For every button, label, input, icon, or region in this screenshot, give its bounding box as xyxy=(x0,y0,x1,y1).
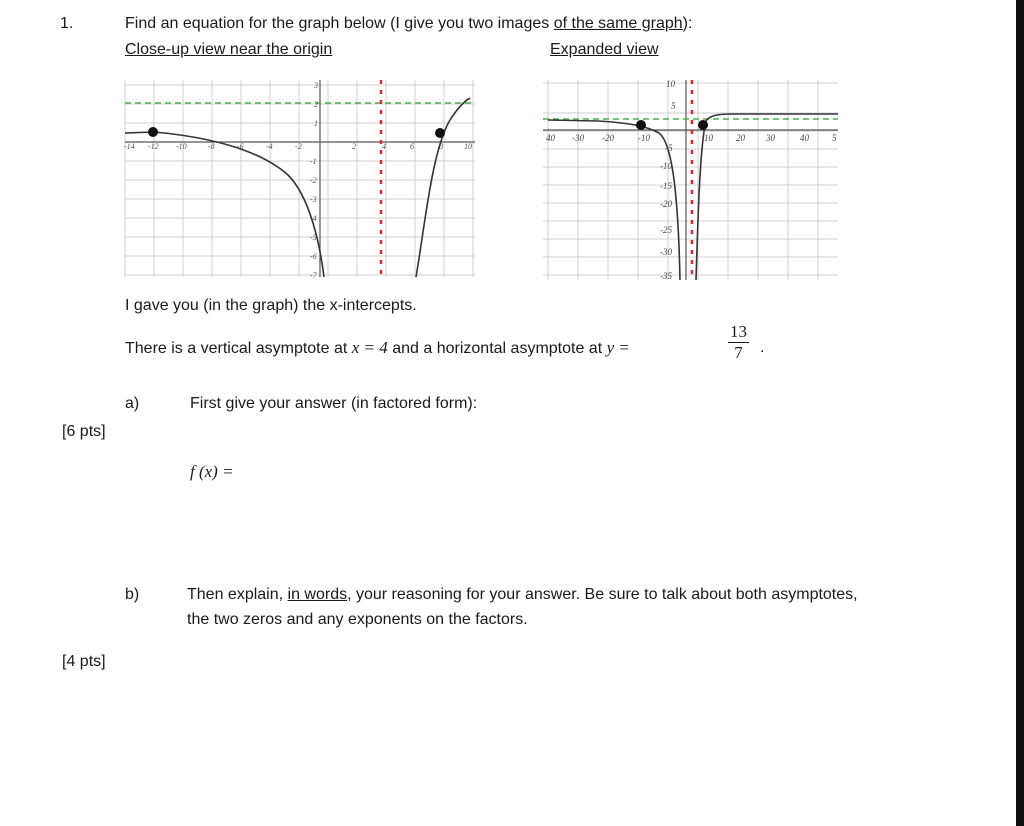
svg-text:-30: -30 xyxy=(660,247,672,257)
closeup-grid xyxy=(125,80,475,277)
svg-text:20: 20 xyxy=(736,133,745,143)
svg-text:-7: -7 xyxy=(310,271,317,280)
svg-text:40: 40 xyxy=(800,133,809,143)
svg-text:-4: -4 xyxy=(310,214,317,223)
expanded-grid xyxy=(543,80,838,280)
svg-text:2: 2 xyxy=(352,142,356,151)
svg-text:-5: -5 xyxy=(310,233,317,242)
svg-text:6: 6 xyxy=(410,142,414,151)
svg-text:-15: -15 xyxy=(660,181,672,191)
svg-text:-6: -6 xyxy=(310,252,317,261)
svg-text:-5: -5 xyxy=(665,143,673,153)
part-a-label: a) xyxy=(125,395,140,412)
part-a-text: First give your answer (in factored form): xyxy=(190,395,478,412)
part-b-label: b) xyxy=(125,586,140,603)
part-b-text-line2: the two zeros and any exponents on the factors. xyxy=(187,611,528,628)
svg-text:-2: -2 xyxy=(310,176,317,185)
expanded-caption: Expanded view xyxy=(550,41,659,58)
svg-text:-35: -35 xyxy=(660,271,672,281)
svg-text:-10: -10 xyxy=(660,161,672,171)
svg-text:10: 10 xyxy=(464,142,472,151)
closeup-left-branch xyxy=(125,132,324,277)
expanded-graph xyxy=(538,75,843,282)
ha-numerator: 13 xyxy=(730,322,747,341)
question-prompt: Find an equation for the graph below (I give you two images of the same graph): xyxy=(125,15,693,32)
asymptote-statement: There is a vertical asymptote at x = 4 and a horizontal asymptote at y = xyxy=(125,338,630,357)
svg-text:40: 40 xyxy=(546,133,555,143)
page-edge xyxy=(1016,0,1024,826)
closeup-x-tick-labels xyxy=(124,142,472,151)
horizontal-asymptote-fraction xyxy=(728,322,749,363)
svg-text:-10: -10 xyxy=(638,133,650,143)
closeup-graph xyxy=(120,75,482,282)
part-b-text: Then explain, in words, your reasoning for your answer. Be sure to talk about both asymptotes, xyxy=(187,586,858,603)
question-number: 1. xyxy=(60,15,74,32)
svg-text:-25: -25 xyxy=(660,225,672,235)
intercepts-note: I gave you (in the graph) the x-intercepts. xyxy=(125,297,417,314)
closeup-x-intercept-left xyxy=(148,127,158,137)
svg-text:-1: -1 xyxy=(310,157,317,166)
svg-text:-20: -20 xyxy=(660,199,672,209)
svg-text:-14: -14 xyxy=(124,142,135,151)
svg-text:1: 1 xyxy=(314,119,318,128)
ha-denominator: 7 xyxy=(734,343,743,362)
expanded-x-intercept-right xyxy=(698,120,708,130)
svg-text:30: 30 xyxy=(766,133,775,143)
svg-text:5: 5 xyxy=(832,133,837,143)
svg-text:10: 10 xyxy=(704,133,713,143)
svg-text:8: 8 xyxy=(439,142,443,151)
svg-text:-8: -8 xyxy=(208,142,215,151)
svg-text:-20: -20 xyxy=(602,133,614,143)
svg-text:-6: -6 xyxy=(237,142,244,151)
svg-text:5: 5 xyxy=(671,101,676,111)
svg-text:2: 2 xyxy=(314,100,318,109)
svg-text:-4: -4 xyxy=(266,142,273,151)
svg-text:-2: -2 xyxy=(295,142,302,151)
svg-text:-3: -3 xyxy=(310,195,317,204)
part-a-points: [6 pts] xyxy=(62,423,106,440)
svg-text:-10: -10 xyxy=(176,142,187,151)
svg-text:3: 3 xyxy=(314,81,318,90)
ha-period: . xyxy=(760,339,765,356)
part-b-points: [4 pts] xyxy=(62,653,106,670)
svg-text:-30: -30 xyxy=(572,133,584,143)
svg-text:10: 10 xyxy=(666,79,675,89)
part-a-answer-prefix: f (x) = xyxy=(190,462,234,481)
expanded-x-intercept-left xyxy=(636,120,646,130)
closeup-x-intercept-right xyxy=(435,128,445,138)
closeup-right-branch xyxy=(416,98,470,277)
closeup-caption: Close-up view near the origin xyxy=(125,41,333,58)
svg-text:-12: -12 xyxy=(148,142,159,151)
svg-text:4: 4 xyxy=(382,142,386,151)
